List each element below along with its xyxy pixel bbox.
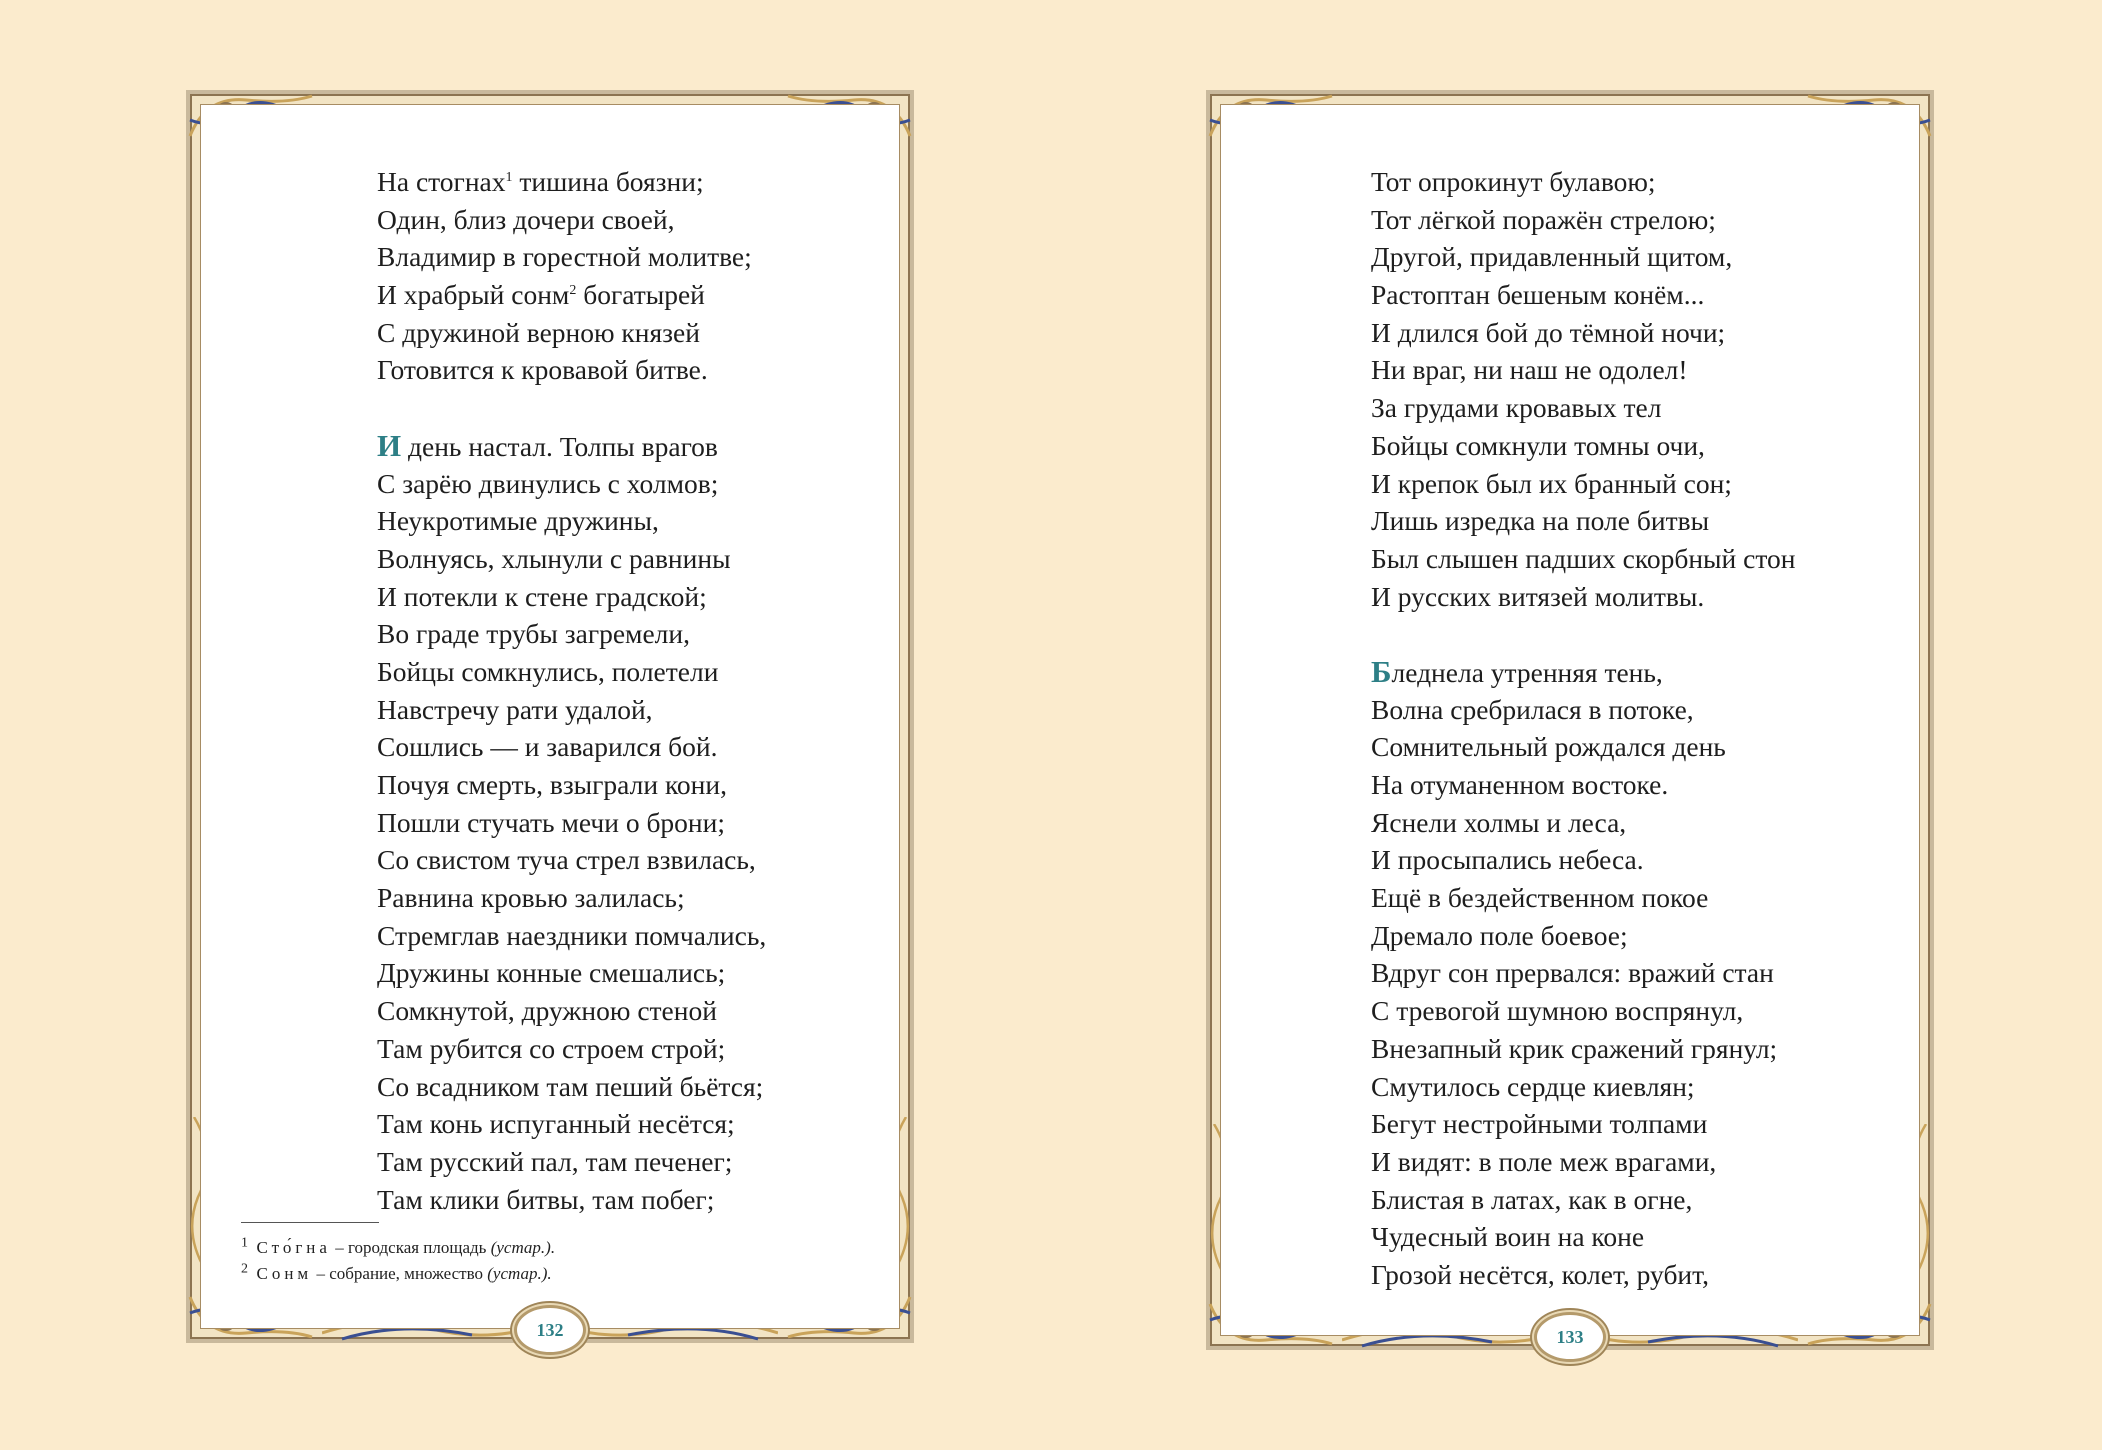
verse-line: Ещё в бездейственном покое (1371, 882, 1709, 914)
verse-line: Готовится к кровавой битве. (377, 354, 708, 386)
drop-initial: И (377, 427, 402, 463)
poem-text (377, 163, 766, 1218)
page-border-frame (1210, 94, 1930, 1346)
footnote-marker: 2 (569, 282, 577, 298)
verse-line: Вдруг сон прервался: вражий стан (1371, 957, 1774, 989)
footnote-1: $^1$ Сто́гна – городская площадь (устар.). (241, 1235, 556, 1257)
verse-line: Один, близ дочери своей, (377, 203, 675, 235)
verse-line: Волнуясь, хлынули с равнины (377, 542, 731, 574)
verse-line: Внезапный крик сражений грянул; (1371, 1032, 1778, 1064)
page-number-badge: 132 (514, 1305, 586, 1355)
verse-line: Почуя смерть, взыграли кони, (377, 769, 727, 800)
verse-line: Неукротимые дружины, (377, 505, 659, 537)
verse-line: Тот лёгкой поражён стрелою; (1371, 203, 1716, 235)
verse-line: Яснели холмы и леса, (1371, 806, 1627, 838)
verse-line: Лишь изредка на поле битвы (1371, 505, 1710, 537)
verse-line: И крепок был их бранный сон; (1371, 467, 1732, 499)
verse-line: С дружиной верною князей (377, 316, 700, 348)
left-page (186, 90, 914, 1343)
verse-line: Волна сребрилася в потоке, (1371, 693, 1694, 725)
verse-line: Во граде трубы загремели, (377, 618, 690, 650)
page-border-frame (190, 94, 910, 1339)
verse-line: Стремглав наездники помчались, (377, 919, 767, 951)
verse-line: И просыпались небеса. (1371, 844, 1644, 876)
verse-line: Со всадником там пеший бьётся; (377, 1070, 764, 1102)
verse-line: Со свистом туча стрел взвилась, (377, 844, 756, 876)
verse-line: Был слышен падших скорбный стон (1371, 542, 1796, 574)
verse-line: Там клики битвы, там побег; (377, 1183, 715, 1215)
stanza-gap (1371, 615, 1795, 653)
verse-line: На отуманенном востоке. (1371, 769, 1669, 800)
footnote-2: $^2$ Сонм – собрание, множество (устар.). (241, 1261, 552, 1283)
verse-line: И потекли к стене градской; (377, 580, 707, 612)
verse-line: Владимир в горестной молитве; (377, 241, 752, 273)
verse-line: Дремало поле боевое; (1371, 919, 1628, 951)
verse-line: Бойцы сомкнулись, полетели (377, 655, 719, 687)
verse-line: Смутилось сердце киевлян; (1371, 1070, 1695, 1102)
verse-line: За грудами кровавых тел (1371, 392, 1662, 424)
verse-line: Грозой несётся, колет, рубит, (1371, 1258, 1709, 1290)
verse-line: И длился бой до тёмной ночи; (1371, 316, 1726, 348)
verse-line: Сомкнутой, дружною стеной (377, 995, 717, 1027)
verse-line: Навстречу рати удалой, (377, 693, 653, 725)
page-text-area (1220, 104, 1920, 1336)
verse-line: Сошлись — и заварился бой. (377, 731, 718, 763)
verse-line: Бегут нестройными толпами (1371, 1108, 1708, 1140)
footnotes (241, 1235, 555, 1287)
verse-line: И день настал. Толпы врагов (377, 427, 718, 463)
verse-line: С тревогой шумною воспрянул, (1371, 995, 1744, 1027)
verse-line: Там русский пал, там печенег; (377, 1145, 733, 1177)
verse-line: Дружины конные смешались; (377, 957, 726, 989)
stanza-lines (1371, 691, 1795, 1294)
footnote-divider (241, 1222, 379, 1223)
verse-line: Чудесный воин на коне (1371, 1221, 1645, 1253)
page-number-badge: 133 (1534, 1312, 1606, 1362)
verse-line: Тот опрокинут булавою; (1371, 166, 1656, 197)
page-text-area (200, 104, 900, 1329)
verse-line: С зарёю двинулись с холмов; (377, 467, 719, 499)
verse-line: Пошли стучать мечи о брони; (377, 806, 726, 838)
verse-line: И храбрый сонм$^2$ богатырей (377, 279, 705, 311)
stanza-lines (1371, 163, 1795, 615)
verse-line: И видят: в поле меж врагами, (1371, 1145, 1717, 1177)
footnote-marker: 1 (505, 169, 513, 185)
verse-line: Там конь испуганный несётся; (377, 1108, 735, 1140)
verse-line: Бледнела утренняя тень, (1371, 653, 1663, 689)
verse-line: Там рубится со строем строй; (377, 1032, 726, 1064)
verse-line: Бойцы сомкнули томны очи, (1371, 429, 1705, 461)
right-page (1206, 90, 1934, 1350)
verse-line: На стогнах$^1$ тишина боязни; (377, 166, 704, 197)
poem-text (1371, 163, 1795, 1294)
verse-line: Сомнительный рождался день (1371, 731, 1726, 763)
drop-initial: Б (1371, 653, 1392, 689)
verse-line: Блистая в латах, как в огне, (1371, 1183, 1693, 1215)
verse-line: И русских витязей молитвы. (1371, 580, 1705, 612)
verse-line: Другой, придавленный щитом, (1371, 241, 1733, 273)
verse-line: Ни враг, ни наш не одолел! (1371, 354, 1688, 386)
stanza-gap (377, 389, 766, 427)
verse-line: Равнина кровью залилась; (377, 882, 685, 914)
verse-line: Растоптан бешеным конём... (1371, 279, 1705, 311)
stanza-lines (377, 465, 766, 1219)
